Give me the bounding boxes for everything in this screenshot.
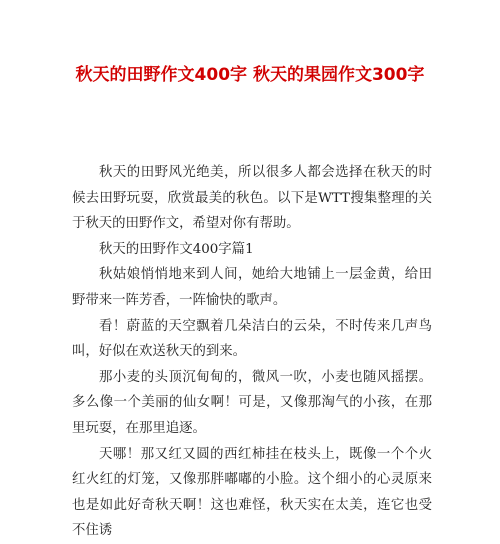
intro-paragraph: 秋天的田野风光绝美，所以很多人都会选择在秋天的时候去田野玩耍，欣赏最美的秋色。以下是WTT搜集整理的关于秋天的田野作文，希望对你有帮助。 [72, 165, 432, 232]
article-body [72, 160, 432, 544]
paragraph-4: 天哪！那又红又圆的西红柿挂在枝头上，既像一个个火红火红的灯笼，又像那胖嘟嘟的小脸。这个细小的心灵原来也是如此好奇秋天啊！这也难怪，秋天实在太美，连它也受不住诱 [72, 446, 432, 539]
paragraph-3: 那小麦的头顶沉甸甸的，微风一吹，小麦也随风摇摆。多么像一个美丽的仙女啊！可是，又像那淘气的小孩，在那里玩耍，在那里追逐。 [72, 369, 432, 436]
page-title: 秋天的田野作文400字 秋天的果园作文300字 [75, 65, 425, 85]
section-heading: 秋天的田野作文400字篇1 [99, 241, 254, 257]
paragraph-2: 看！蔚蓝的天空飘着几朵洁白的云朵，不时传来几声鸟叫，好似在欢送秋天的到来。 [72, 318, 432, 360]
paragraph-1: 秋姑娘悄悄地来到人间，她给大地铺上一层金黄，给田野带来一阵芳香，一阵愉快的歌声。 [72, 267, 432, 308]
